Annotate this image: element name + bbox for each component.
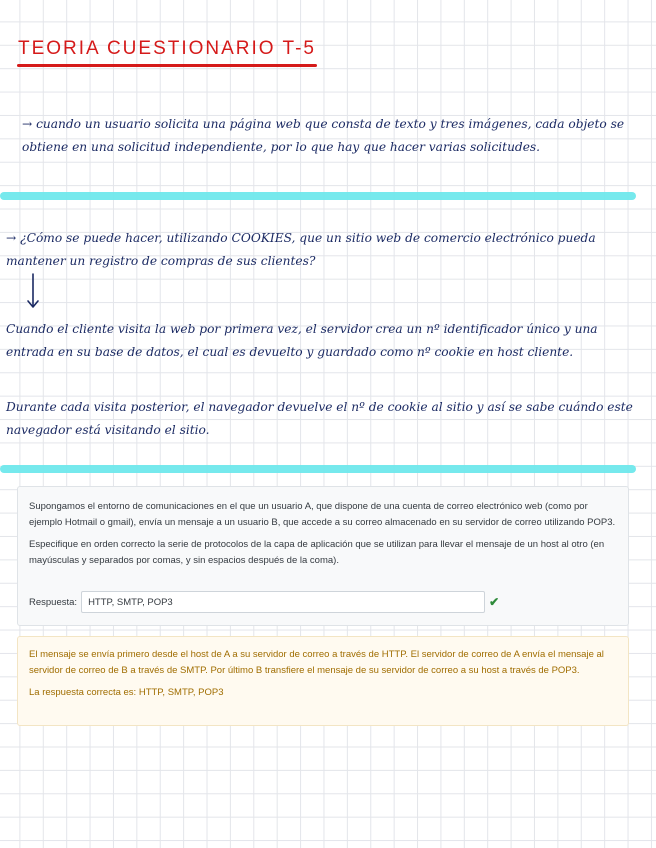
- arrow-down-icon: [24, 272, 42, 310]
- check-icon: ✔: [489, 595, 500, 609]
- note-answer-visits: Durante cada visita posterior, el navegador devuelve el nº de cookie al sitio y así se sabe cuándo este navegador está visitando el sitio.: [6, 400, 633, 437]
- note-question-cookies: → ¿Cómo se puede hacer, utilizando COOKIES, que un sitio web de comercio electrónico pueda mantener un registro de compras de sus clientes?: [6, 231, 596, 268]
- page-title: TEORIA CUESTIONARIO T-5: [18, 38, 316, 59]
- note-paragraph-objects: → cuando un usuario solicita una página web que consta de texto y tres imágenes, cada objeto se obtiene en una solicitud independiente, por lo que hay que hacer varias solicitudes.: [22, 117, 625, 154]
- quiz-question-box: [17, 486, 629, 626]
- feedback-explanation: El mensaje se envía primero desde el host de A a su servidor de correo a través de HTTP. El servidor de correo de A envía el mensaje al servidor de correo de B a través de SMTP. Por último B transfiere el mensaje de su servidor de correo a su host a través de POP3.: [29, 649, 604, 676]
- highlighter-divider: [0, 465, 636, 473]
- question-instruction: Especifique en orden correcto la serie de protocolos de la capa de aplicación que se utilizan para llevar el mensaje de un host al otro (en mayúsculas y separados por comas, y sin espacios después de la coma).: [29, 539, 605, 566]
- question-text: Supongamos el entorno de comunicaciones en el que un usuario A, que dispone de una cuenta de correo electrónico web (como por ejemplo Hotmail o gmail), envía un mensaje a un usuario B, que accede a su correo almacenado en su servidor de correo utilizando POP3.: [29, 501, 616, 528]
- answer-input[interactable]: [81, 591, 485, 613]
- note-answer-cookies: Cuando el cliente visita la web por primera vez, el servidor crea un nº identificador único y una entrada en su base de datos, el cual es devuelto y guardado como nº cookie en host cliente.: [6, 322, 598, 359]
- title-underline: [17, 64, 317, 67]
- answer-row: [29, 591, 499, 613]
- highlighter-divider: [0, 192, 636, 200]
- answer-label: Respuesta:: [29, 596, 78, 608]
- feedback-correct-answer: La respuesta correcta es: HTTP, SMTP, POP3: [29, 687, 224, 698]
- feedback-box: [17, 636, 629, 726]
